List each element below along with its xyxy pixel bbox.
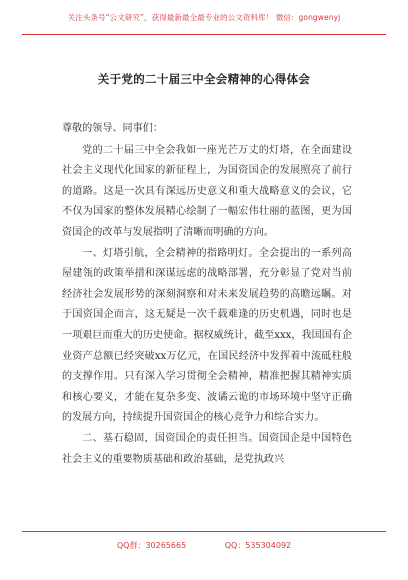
header-divider <box>22 34 386 35</box>
greeting: 尊敬的领导、同事们： <box>62 123 163 134</box>
promo-header: 关注头条号“公文研究”，获得最新最全最专业的公文资料库！ 微信：gongwenyj <box>67 13 341 22</box>
document-body <box>62 119 352 470</box>
document-title: 关于党的二十届三中全会精神的心得体会 <box>97 72 311 86</box>
paragraph-section-2: 二、基石稳固，国资国企的责任担当。国资国企是中国特色社会主义的重要物质基础和政治基础，是党执政兴 <box>62 432 352 465</box>
footer-divider <box>22 531 386 532</box>
qq-group: QQ群：30265665 <box>116 541 187 550</box>
paragraph-section-1: 一、灯塔引航，全会精神的指路明灯。全会提出的一系列高屋建瓴的政策举措和深谋远虑的战略部署，充分彰显了党对当前经济社会发展形势的深刻洞察和对未来发展趋势的高瞻远瞩。对于国资国企而言，这无疑是一次千载难逢的历史机遇，同时也是一项艰巨而重大的历史使命。据权威统计，截至xxx，我国国有企业资产总额已经突破xx万亿元，在国民经济中发挥着中流砥柱般的支撑作用。只有深入学习贯彻全会精神，精准把握其精神实质和核心要义，才能在复杂多变、波谲云诡的市场环境中坚守正确的发展方向，持续提升国资国企的核心竞争力和综合实力。 <box>62 247 352 424</box>
contact-footer <box>0 540 408 551</box>
paragraph-intro: 党的二十届三中全会我如一座光芒万丈的灯塔，在全面建设社会主义现代化国家的新征程上，为国资国企的发展照亮了前行的道路。这是一次具有深远历史意义和重大战略意义的会议，它不仅为国家的整体发展精心绘制了一幅宏伟壮丽的蓝图，更为国资国企的改革与发展指明了清晰而明确的方向。 <box>62 144 352 238</box>
qq-number: QQ：535304092 <box>224 541 292 550</box>
